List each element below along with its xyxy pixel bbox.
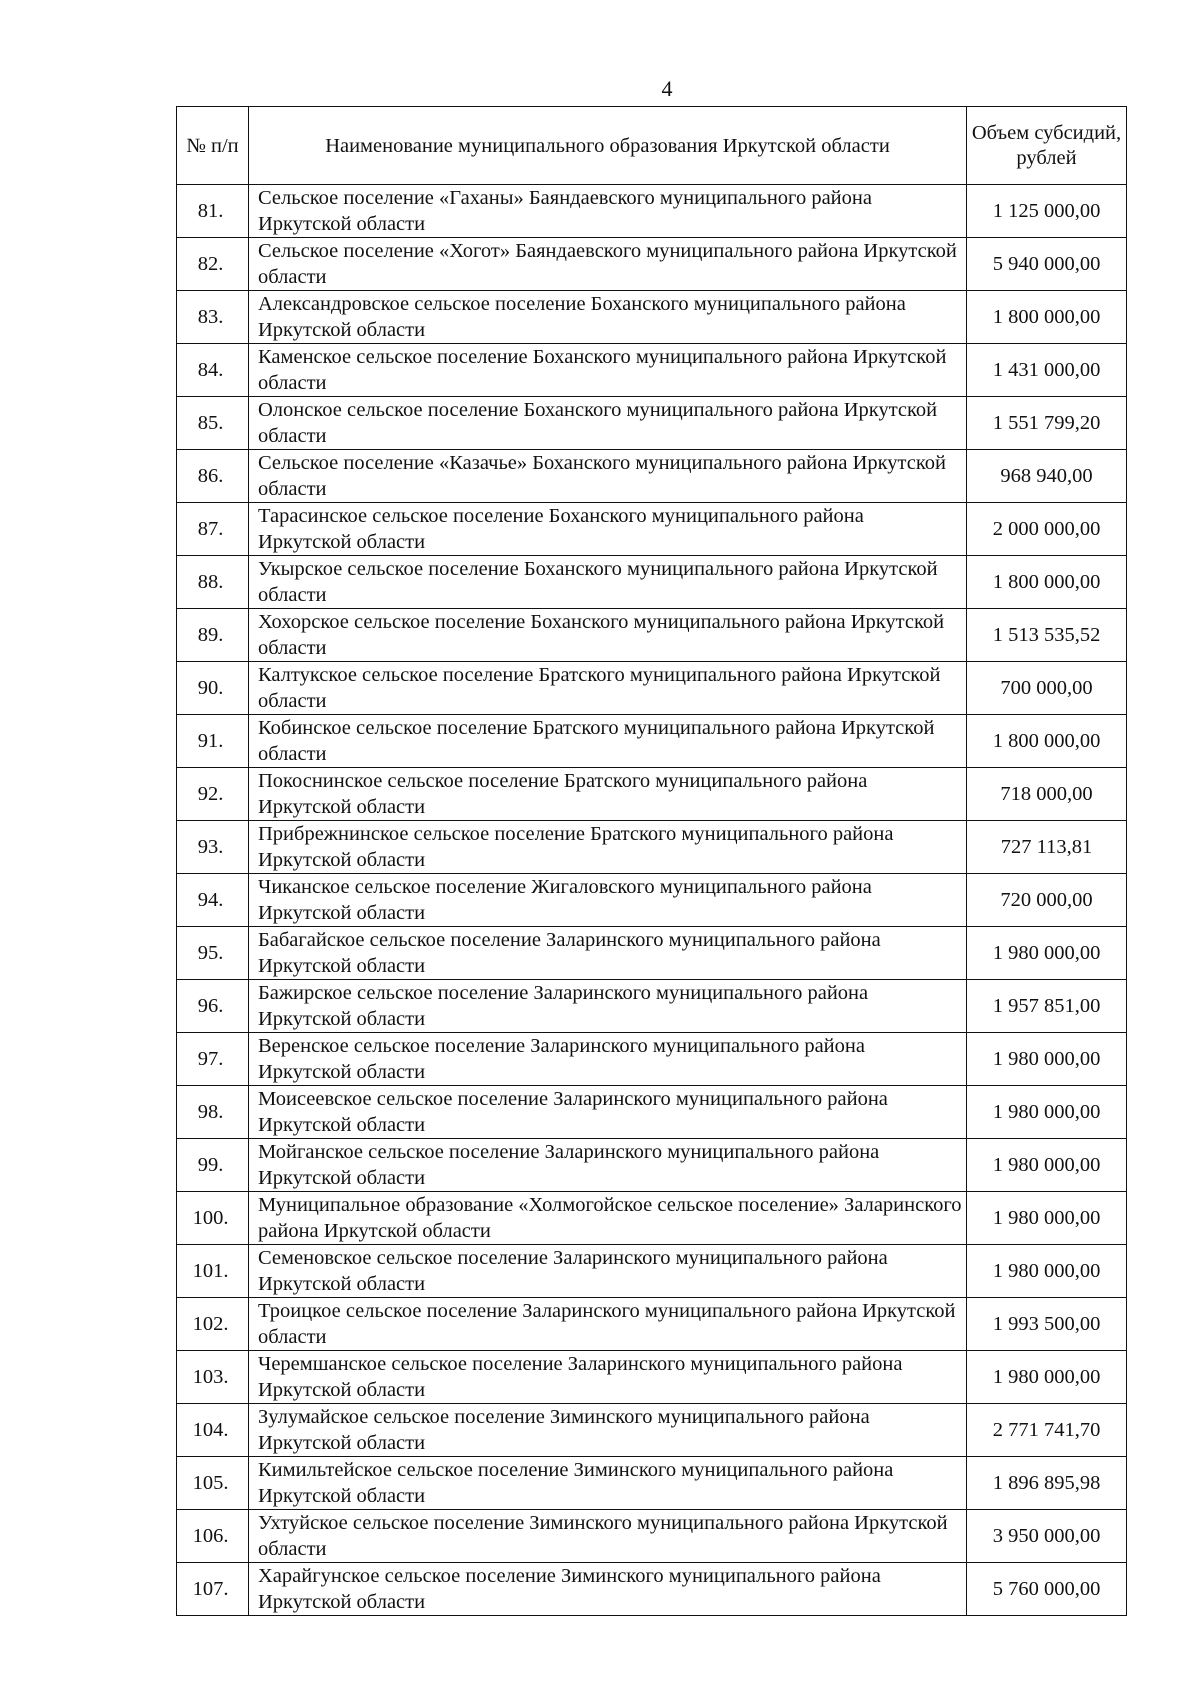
table-row bbox=[177, 344, 1127, 397]
table-row bbox=[177, 821, 1127, 874]
row-number: 85. bbox=[177, 397, 249, 450]
table-row bbox=[177, 1510, 1127, 1563]
table-row bbox=[177, 768, 1127, 821]
table-row bbox=[177, 1563, 1127, 1616]
row-amount: 720 000,00 bbox=[967, 874, 1127, 927]
row-name: Кобинское сельское поселение Братского муниципального района Иркутской области bbox=[249, 715, 967, 768]
row-name: Олонское сельское поселение Боханского муниципального района Иркутской области bbox=[249, 397, 967, 450]
row-amount: 1 980 000,00 bbox=[967, 1192, 1127, 1245]
row-amount: 718 000,00 bbox=[967, 768, 1127, 821]
table-row bbox=[177, 1139, 1127, 1192]
row-name: Ухтуйское сельское поселение Зиминского муниципального района Иркутской области bbox=[249, 1510, 967, 1563]
row-number: 82. bbox=[177, 238, 249, 291]
row-amount: 1 980 000,00 bbox=[967, 1139, 1127, 1192]
row-number: 106. bbox=[177, 1510, 249, 1563]
row-name: Сельское поселение «Гаханы» Баяндаевского муниципального района Иркутской области bbox=[249, 185, 967, 238]
row-amount: 1 980 000,00 bbox=[967, 1033, 1127, 1086]
row-amount: 3 950 000,00 bbox=[967, 1510, 1127, 1563]
table-row bbox=[177, 397, 1127, 450]
row-amount: 5 940 000,00 bbox=[967, 238, 1127, 291]
table-row bbox=[177, 715, 1127, 768]
table-row bbox=[177, 874, 1127, 927]
row-name: Укырское сельское поселение Боханского муниципального района Иркутской области bbox=[249, 556, 967, 609]
row-number: 98. bbox=[177, 1086, 249, 1139]
row-number: 92. bbox=[177, 768, 249, 821]
row-name: Муниципальное образование «Холмогойское сельское поселение» Заларинского района Иркутской области bbox=[249, 1192, 967, 1245]
table-row bbox=[177, 1351, 1127, 1404]
row-amount: 2 771 741,70 bbox=[967, 1404, 1127, 1457]
row-name: Каменское сельское поселение Боханского муниципального района Иркутской области bbox=[249, 344, 967, 397]
table-body bbox=[177, 185, 1127, 1616]
table-row bbox=[177, 185, 1127, 238]
row-amount: 1 993 500,00 bbox=[967, 1298, 1127, 1351]
row-number: 91. bbox=[177, 715, 249, 768]
row-amount: 1 980 000,00 bbox=[967, 927, 1127, 980]
row-name: Кимильтейское сельское поселение Зиминского муниципального района Иркутской области bbox=[249, 1457, 967, 1510]
row-amount: 1 125 000,00 bbox=[967, 185, 1127, 238]
page-number: 4 bbox=[661, 76, 673, 101]
row-number: 105. bbox=[177, 1457, 249, 1510]
row-name: Веренское сельское поселение Заларинского муниципального района Иркутской области bbox=[249, 1033, 967, 1086]
row-amount: 1 980 000,00 bbox=[967, 1086, 1127, 1139]
row-amount: 1 800 000,00 bbox=[967, 715, 1127, 768]
row-name: Хохорское сельское поселение Боханского муниципального района Иркутской области bbox=[249, 609, 967, 662]
table-row bbox=[177, 1033, 1127, 1086]
row-amount: 1 800 000,00 bbox=[967, 556, 1127, 609]
row-number: 96. bbox=[177, 980, 249, 1033]
row-number: 107. bbox=[177, 1563, 249, 1616]
row-number: 90. bbox=[177, 662, 249, 715]
row-amount: 2 000 000,00 bbox=[967, 503, 1127, 556]
table-row bbox=[177, 1245, 1127, 1298]
row-number: 83. bbox=[177, 291, 249, 344]
row-name: Александровское сельское поселение Боханского муниципального района Иркутской области bbox=[249, 291, 967, 344]
table-header-row bbox=[177, 107, 1127, 185]
row-amount: 1 896 895,98 bbox=[967, 1457, 1127, 1510]
table-row bbox=[177, 556, 1127, 609]
row-name: Черемшанское сельское поселение Заларинского муниципального района Иркутской области bbox=[249, 1351, 967, 1404]
row-amount: 1 513 535,52 bbox=[967, 609, 1127, 662]
table-row bbox=[177, 1457, 1127, 1510]
header-number: № п/п bbox=[177, 107, 249, 185]
row-name: Семеновское сельское поселение Заларинского муниципального района Иркутской области bbox=[249, 1245, 967, 1298]
row-amount: 1 980 000,00 bbox=[967, 1351, 1127, 1404]
row-amount: 727 113,81 bbox=[967, 821, 1127, 874]
table-row bbox=[177, 1086, 1127, 1139]
row-amount: 5 760 000,00 bbox=[967, 1563, 1127, 1616]
row-number: 93. bbox=[177, 821, 249, 874]
row-name: Сельское поселение «Казачье» Боханского муниципального района Иркутской области bbox=[249, 450, 967, 503]
table-row bbox=[177, 1404, 1127, 1457]
row-number: 100. bbox=[177, 1192, 249, 1245]
table-row bbox=[177, 662, 1127, 715]
row-name: Зулумайское сельское поселение Зиминского муниципального района Иркутской области bbox=[249, 1404, 967, 1457]
subsidy-table bbox=[176, 106, 1127, 1616]
row-number: 95. bbox=[177, 927, 249, 980]
row-name: Прибрежнинское сельское поселение Братского муниципального района Иркутской области bbox=[249, 821, 967, 874]
row-name: Мойганское сельское поселение Заларинского муниципального района Иркутской области bbox=[249, 1139, 967, 1192]
row-amount: 1 980 000,00 bbox=[967, 1245, 1127, 1298]
table-row bbox=[177, 238, 1127, 291]
header-amount: Объем субсидий, рублей bbox=[967, 107, 1127, 185]
row-name: Чиканское сельское поселение Жигаловского муниципального района Иркутской области bbox=[249, 874, 967, 927]
row-amount: 1 957 851,00 bbox=[967, 980, 1127, 1033]
row-number: 86. bbox=[177, 450, 249, 503]
table-row bbox=[177, 609, 1127, 662]
row-number: 81. bbox=[177, 185, 249, 238]
row-number: 97. bbox=[177, 1033, 249, 1086]
header-name: Наименование муниципального образования Иркутской области bbox=[249, 107, 967, 185]
row-number: 94. bbox=[177, 874, 249, 927]
row-number: 99. bbox=[177, 1139, 249, 1192]
row-amount: 700 000,00 bbox=[967, 662, 1127, 715]
table-row bbox=[177, 1192, 1127, 1245]
row-name: Тарасинское сельское поселение Боханского муниципального района Иркутской области bbox=[249, 503, 967, 556]
row-amount: 1 800 000,00 bbox=[967, 291, 1127, 344]
row-name: Бабагайское сельское поселение Заларинского муниципального района Иркутской области bbox=[249, 927, 967, 980]
row-amount: 968 940,00 bbox=[967, 450, 1127, 503]
row-number: 104. bbox=[177, 1404, 249, 1457]
table-row bbox=[177, 980, 1127, 1033]
row-name: Сельское поселение «Хогот» Баяндаевского муниципального района Иркутской области bbox=[249, 238, 967, 291]
row-name: Троицкое сельское поселение Заларинского муниципального района Иркутской области bbox=[249, 1298, 967, 1351]
row-number: 102. bbox=[177, 1298, 249, 1351]
row-number: 88. bbox=[177, 556, 249, 609]
row-amount: 1 431 000,00 bbox=[967, 344, 1127, 397]
table-row bbox=[177, 503, 1127, 556]
table-row bbox=[177, 450, 1127, 503]
row-amount: 1 551 799,20 bbox=[967, 397, 1127, 450]
row-number: 103. bbox=[177, 1351, 249, 1404]
row-number: 89. bbox=[177, 609, 249, 662]
table-row bbox=[177, 927, 1127, 980]
table-row bbox=[177, 1298, 1127, 1351]
row-name: Покоснинское сельское поселение Братского муниципального района Иркутской области bbox=[249, 768, 967, 821]
row-number: 101. bbox=[177, 1245, 249, 1298]
row-name: Калтукское сельское поселение Братского муниципального района Иркутской области bbox=[249, 662, 967, 715]
row-number: 84. bbox=[177, 344, 249, 397]
row-name: Харайгунское сельское поселение Зиминского муниципального района Иркутской области bbox=[249, 1563, 967, 1616]
row-name: Моисеевское сельское поселение Заларинского муниципального района Иркутской области bbox=[249, 1086, 967, 1139]
row-name: Бажирское сельское поселение Заларинского муниципального района Иркутской области bbox=[249, 980, 967, 1033]
row-number: 87. bbox=[177, 503, 249, 556]
table-row bbox=[177, 291, 1127, 344]
